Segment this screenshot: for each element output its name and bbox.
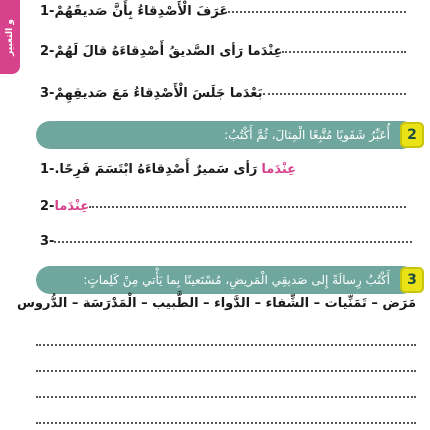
exercise-1-item-2 xyxy=(36,44,416,59)
example-keyword: عِنْدَما xyxy=(261,162,297,177)
answer-line[interactable] xyxy=(282,50,406,53)
exercise-2-banner xyxy=(36,121,416,149)
exercise-number-badge: 2 xyxy=(400,122,424,148)
item-number: 2- xyxy=(40,199,55,214)
exercise-3-banner xyxy=(36,266,416,294)
word-bank: مَرَض – تَمَنِّيات – الشِّفاء – الدَّواء – الطَّبيب – الْمَدْرَسَة – الدُّروس xyxy=(16,296,416,311)
writing-line[interactable] xyxy=(36,344,416,346)
exercise-2-instruction: أُعَبِّرُ شَفَويًا مُتَّبِعًا الْمِثالَ، ثُمَّ أَكْتُبُ: xyxy=(224,128,390,142)
item-sentence: عَرَفَ الْأَصْدِقاءُ بِأَنَّ صَديقَهُمْ xyxy=(54,4,229,19)
item-number: 2- xyxy=(40,44,55,59)
example-sentence xyxy=(54,162,296,177)
item-sentence: بَعْدَما جَلَسَ الْأَصْدِقاءُ مَعَ صَديقِهِمْ xyxy=(54,86,263,101)
exercise-3-instruction: أَكْتُبُ رِسالَةً إِلى صَديقِي الْمَريضِ، مُسْتَعينًا بِما يَأْتي مِنْ كَلِماتٍ: xyxy=(83,273,390,287)
exercise-1-item-1 xyxy=(36,4,416,19)
item-number: 1- xyxy=(40,4,55,19)
writing-line[interactable] xyxy=(36,370,416,372)
writing-line[interactable] xyxy=(36,422,416,424)
exercise-2-item-3 xyxy=(36,234,416,249)
side-tab xyxy=(0,0,20,74)
exercise-number-badge: 3 xyxy=(400,267,424,293)
example-rest: رَأى سَميرٌ أَصْدِقاءَهُ ابْتَسَمَ فَرِحًا. xyxy=(54,162,258,177)
exercise-2-item-2 xyxy=(36,199,416,214)
item-number: 3- xyxy=(40,234,55,249)
answer-line[interactable] xyxy=(54,240,412,243)
writing-line[interactable] xyxy=(36,396,416,398)
item-number: 1- xyxy=(40,162,55,177)
item-keyword: عِنْدَما xyxy=(54,199,90,214)
answer-line[interactable] xyxy=(228,10,406,13)
side-tab-label: و التعبير xyxy=(5,18,15,56)
exercise-1-item-3 xyxy=(36,86,416,101)
answer-line[interactable] xyxy=(263,92,406,95)
item-number: 3- xyxy=(40,86,55,101)
answer-line[interactable] xyxy=(89,205,406,208)
item-sentence: عِنْدَما رَأى الصَّديقُ أَصْدِقاءَهُ قالَ لَهُمْ xyxy=(54,44,283,59)
exercise-2-example xyxy=(36,162,416,177)
